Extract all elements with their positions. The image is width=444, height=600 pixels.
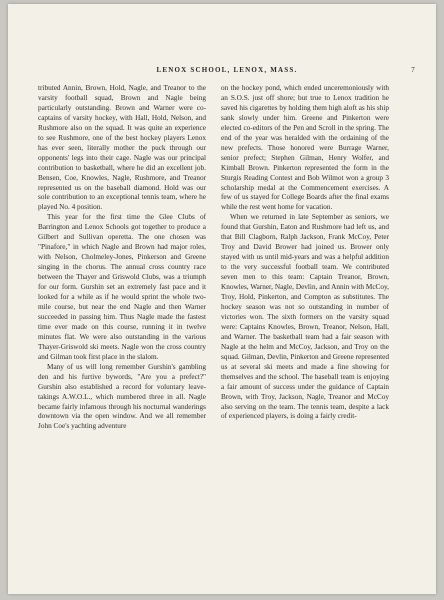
paragraph: Many of us will long remember Gurshin's gambling den and his furtive bywords, "Are you a prefect?" Gurshin also established a record for voluntary leave-takings A.W.O.L., which numbered three in all. Nagle became fairly infamous through his nocturnal wanderings downtown via the open window. And we all remember John Coe's yachting adventure (38, 362, 206, 431)
page-number: 7 (411, 66, 416, 74)
right-column (221, 84, 389, 422)
running-header (38, 66, 416, 78)
left-column (38, 84, 206, 432)
paragraph: This year for the first time the Glee Clubs of Barrington and Lenox Schools got together to produce a Gilbert and Sullivan operetta. The one chosen was "Pinafore," in which Nagle and Brown had major roles, with Nelson, Cholmeley-Jones, Pinkerson and Greene singing in the chorus. The annual cross country race between the Thayer and Griswold Clubs, was a triumph for our form. Gurshin set an extremely fast pace and it looked for a while as if he would sprint the whole two-mile course, but near the end Nagle and then Warner succeeded in passing him. Thus Nagle made the fastest time ever made on this course, running it in twelve minutes flat. We were also outstanding in the various Thayer-Griswold ski meets. Nagle won the cross country and Gilman took first place in the slalom. (38, 213, 206, 361)
running-title: LENOX SCHOOL, LENOX, MASS. (156, 66, 298, 74)
paragraph: When we returned in late September as seniors, we found that Gurshin, Eaton and Rushmore had left us, and that Bill Clagborn, Ralph Jackson, Frank McCoy, Peter Troy and David Brower had joined us. Brower only stayed with us until mid-years and was a helpful addition to the very successful football team. We contributed seven men to this team: Captain Treanor, Brown, Knowles, Warner, Nagle, Devlin, and Annin with McCoy, Troy, Hold, Pinkerton, and Compton as substitutes. The hockey season was not so outstanding in number of victories won. The sixth formers on the varsity squad were: Captains Knowles, Brown, Treanor, Nelson, Hall, and Warner. The basketball team had a fair season with Nagle at the helm and McCoy, Jackson, and Troy on the squad. Gilman, Devlin, Pinkerton and Greene represented us at several ski meets and made a fine showing for themselves and the school. The baseball team is enjoying a fair amount of success under the guidance of Captain Brown, with Troy, Jackson, Nagle, Treanor and McCoy also serving on the team. The tennis team, despite a lack of experienced players, is doing a fairly credit- (221, 213, 389, 421)
book-page (8, 4, 436, 594)
paragraph: on the hockey pond, which ended unceremoniously with an S.O.S. just off shore; but true to Lenox tradition he saved his cigarettes by holding them high aloft as his ship sank slowly under him. Greene and Pinkerton were elected co-editors of the Pen and Scroll in the spring. The end of the year was heralded with the ordaining of the new prefects. Those honored were Burrage Warner, senior prefect; Stephen Gilman, Henry Wolfer, and Kimball Brown. Pinkerton represented the form in the Sturgis Reading Contest and Bob Wilmot won a group 3 scholarship medal at the Commencement exercises. A few of us stayed for College Boards after the final exams while the rest went home for vacation. (221, 84, 389, 212)
paragraph: tributed Annin, Brown, Hold, Nagle, and Treanor to the varsity football squad, Brown and Nagle being particularly outstanding. Brown and Warner were co-captains of varsity hockey, with Hall, Hold, Nelson, and Rushmore also on the squad. It was quite an experience to see Rushmore, one of the best hockey players Lenox has ever seen, literally mother the puck through our opponents' legs into their cage. Nagle was our principal contribution to basketball, where he did an excellent job. Bensen, Coe, Knowles, Nagle, Rushmore, and Treanor represented us on the baseball diamond. Hold was our sole contribution to an exceptional tennis team, where he played No. 4 position. (38, 84, 206, 212)
